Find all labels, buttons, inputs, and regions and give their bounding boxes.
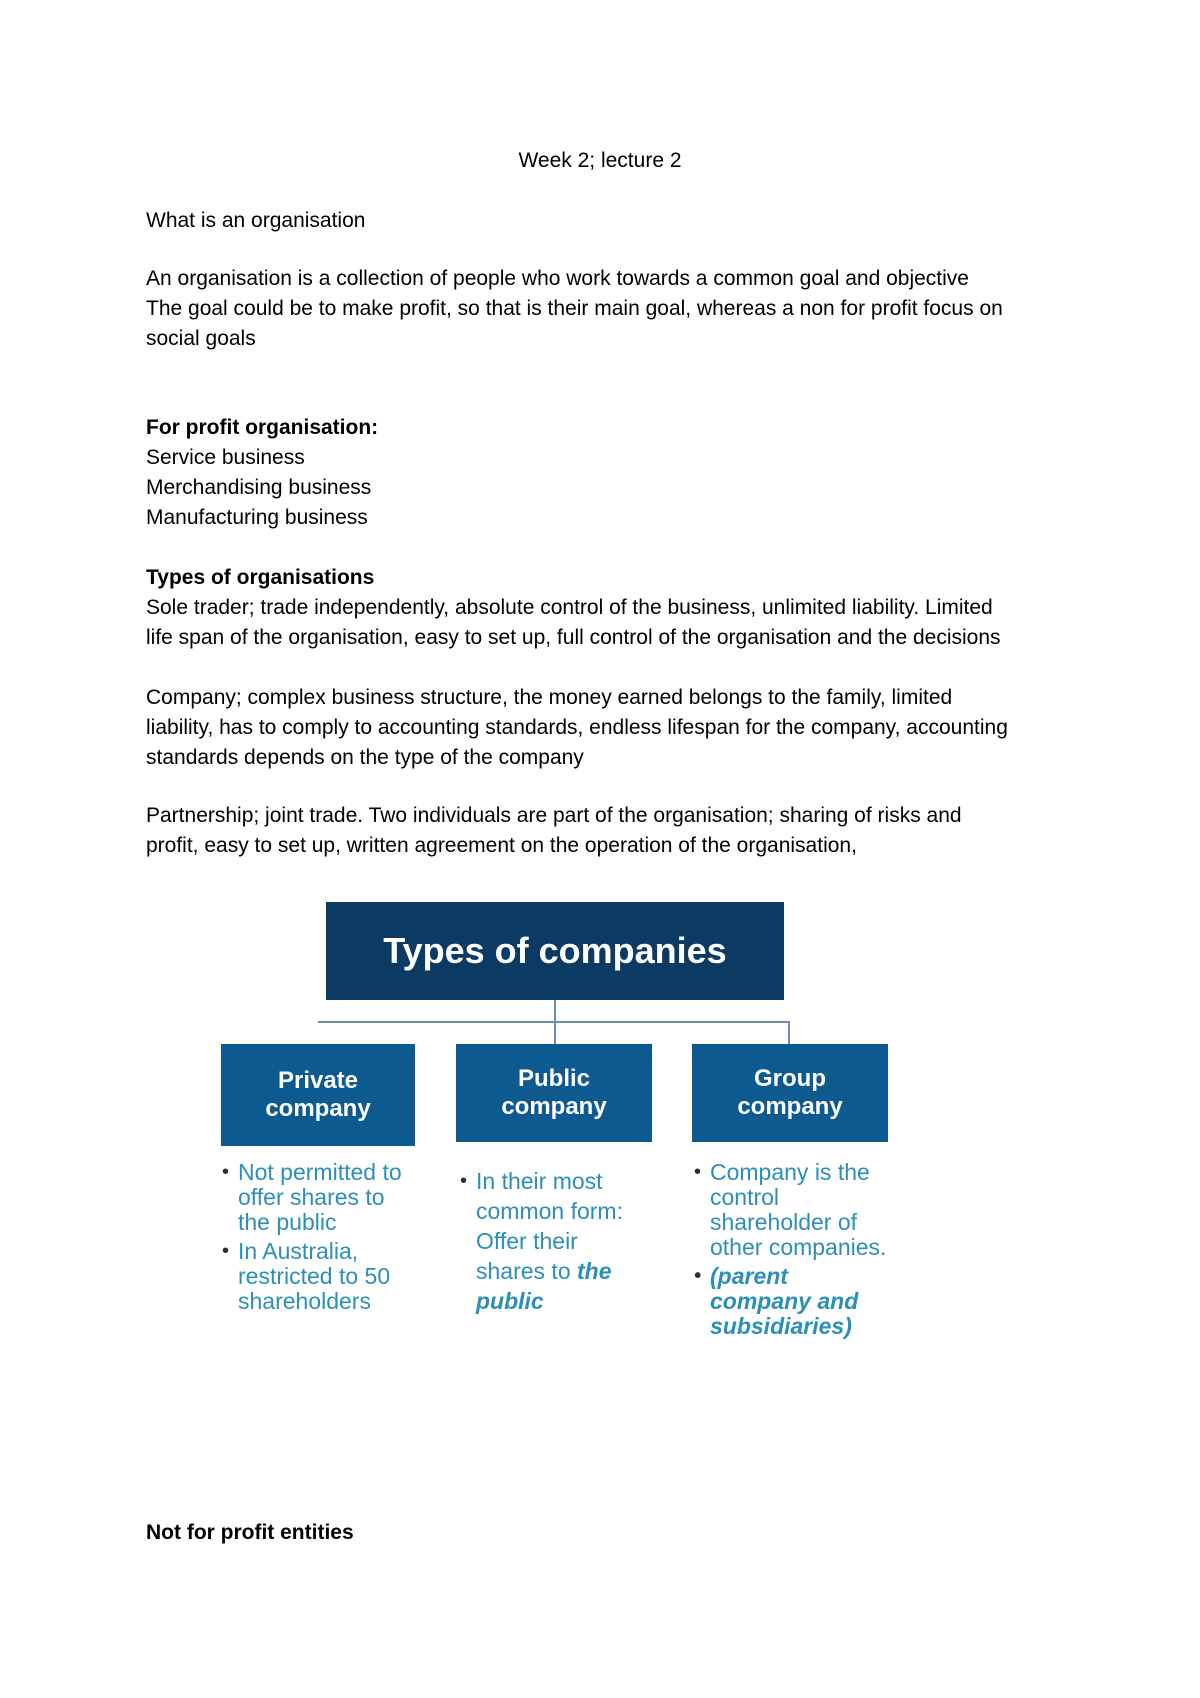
company-line-1: Company; complex business structure, the money earned belongs to the family, limited: [146, 686, 953, 709]
private-company-box: [221, 1044, 415, 1146]
for-profit-item: Service business: [146, 446, 305, 469]
public-company-box: [456, 1044, 652, 1142]
box-label-line: Public: [517, 1065, 590, 1092]
public-company-bullets: [458, 1166, 648, 1320]
sole-trader-line-1: Sole trader; trade independently, absolute control of the business, unlimited liability. Limited: [146, 596, 993, 619]
sole-trader-line-2: life span of the organisation, easy to set up, full control of the organisation and the decisions: [146, 626, 1001, 649]
company-line-2: liability, has to comply to accounting standards, endless lifespan for the company, accounting: [146, 716, 1008, 739]
private-company-bullets: [220, 1160, 420, 1318]
group-company-bullets: [692, 1160, 892, 1343]
types-heading: Types of organisations: [146, 566, 375, 589]
diagram-title: Types of companies: [383, 930, 727, 971]
box-label-line: company: [737, 1093, 843, 1120]
question-text: What is an organisation: [146, 209, 366, 232]
definition-line-1: An organisation is a collection of people who work towards a common goal and objective: [146, 267, 969, 290]
box-label-line: company: [501, 1093, 607, 1120]
bullet-item: [458, 1166, 648, 1316]
connector-to-group: [788, 1021, 790, 1045]
not-for-profit-heading: Not for profit entities: [146, 1521, 354, 1544]
for-profit-item: Merchandising business: [146, 476, 372, 499]
bullet-text: In their most common form: Offer their shares to: [476, 1168, 623, 1284]
bullet-emphasis: the public: [476, 1258, 612, 1314]
box-label-line: Group: [754, 1065, 826, 1092]
for-profit-item: Manufacturing business: [146, 506, 368, 529]
bullet-item: • (parent company and subsidiaries): [692, 1264, 892, 1339]
bullet-item: • Not permitted to offer shares to the public: [220, 1160, 420, 1235]
partnership-line-1: Partnership; joint trade. Two individuals are part of the organisation; sharing of risks and: [146, 804, 962, 827]
definition-line-2: The goal could be to make profit, so that is their main goal, whereas a non for profit focus on: [146, 297, 1003, 320]
company-line-3: standards depends on the type of the company: [146, 746, 584, 769]
page-heading: Week 2; lecture 2: [518, 149, 682, 172]
box-label-line: Private: [277, 1067, 359, 1094]
connector-to-public: [554, 1021, 556, 1045]
bullet-item: • Company is the control shareholder of other companies.: [692, 1160, 892, 1260]
group-company-box: [692, 1044, 888, 1142]
connector-horizontal: [318, 1021, 790, 1023]
connector-vertical-main: [554, 1000, 556, 1022]
diagram-title-box: [326, 902, 784, 1000]
bullet-item: • In Australia, restricted to 50 shareholders: [220, 1239, 420, 1314]
definition-line-3: social goals: [146, 327, 256, 350]
for-profit-heading: For profit organisation:: [146, 416, 379, 439]
partnership-line-2: profit, easy to set up, written agreement on the operation of the organisation,: [146, 834, 857, 857]
box-label-line: company: [265, 1095, 371, 1122]
